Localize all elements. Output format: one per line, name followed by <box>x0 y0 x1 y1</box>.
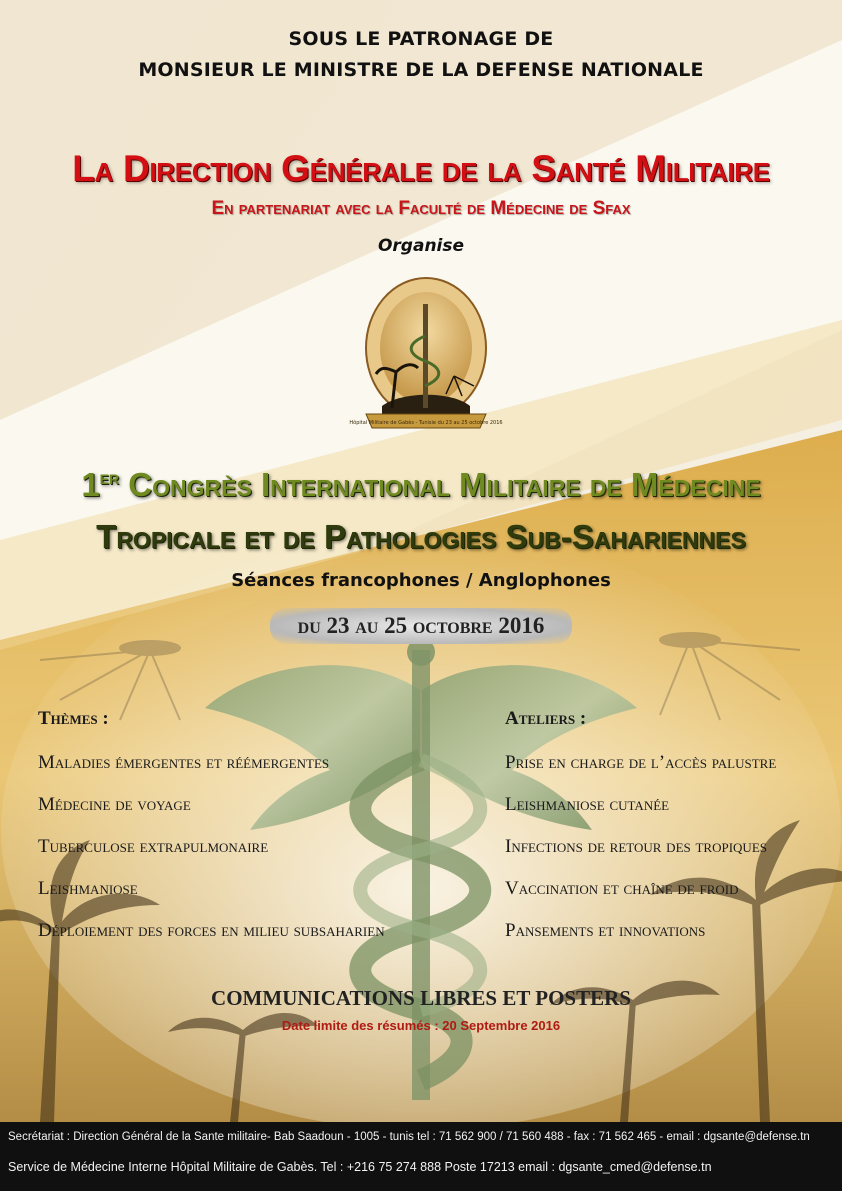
patronage-line-1: SOUS LE PATRONAGE DE <box>288 28 554 50</box>
theme-item: Déploiement des forces en milieu subsaharien <box>38 920 385 941</box>
theme-item: Leishmaniose <box>38 878 138 899</box>
service-contact: Service de Médecine Interne Hôpital Militaire de Gabès. Tel : +216 75 274 888 Poste 17213 email : dgsante_cmed@defense.tn <box>8 1160 712 1174</box>
themes-heading: Thèmes : <box>38 708 109 729</box>
ateliers-column <box>505 708 776 961</box>
congress-title-line-2: Tropicale et de Pathologies Sub-Sahariennes <box>96 518 746 555</box>
congress-emblem-logo <box>349 276 503 440</box>
themes-column <box>38 708 385 961</box>
atelier-item: Leishmaniose cutanée <box>505 794 670 815</box>
congress-ordinal-suffix: er <box>99 467 120 489</box>
event-dates: du 23 au 25 octobre 2016 <box>270 608 572 644</box>
theme-item: Médecine de voyage <box>38 794 191 815</box>
patronage-block <box>0 24 842 86</box>
patronage-line-2: MONSIEUR LE MINISTRE DE LA DEFENSE NATIONALE <box>138 59 704 81</box>
sessions-language: Séances francophones / Anglophones <box>231 570 611 591</box>
organizer-title: La Direction Générale de la Santé Militaire <box>72 148 770 189</box>
logo-banner-text: Hôpital Militaire de Gabès - Tunisie du 23 au 25 octobre 2016 <box>349 420 503 426</box>
ateliers-heading: Ateliers : <box>505 708 587 729</box>
contact-footer <box>0 1122 842 1191</box>
atelier-item: Pansements et innovations <box>505 920 706 941</box>
atelier-item: Infections de retour des tropiques <box>505 836 767 857</box>
congress-title-line-1 <box>0 452 842 511</box>
communications-title: COMMUNICATIONS LIBRES ET POSTERS <box>211 986 631 1010</box>
secretariat-contact: Secrétariat : Direction Général de la Sante militaire- Bab Saadoun - 1005 - tunis tel : 71 562 900 / 71 560 488 - fax : 71 562 465 - email : dgsante@defense.tn <box>8 1131 810 1143</box>
theme-item: Maladies émergentes et réémergentes <box>38 752 330 773</box>
theme-item: Tuberculose extrapulmonaire <box>38 836 269 857</box>
organise-label: Organise <box>377 236 465 256</box>
congress-title <box>0 452 842 563</box>
partner-line: En partenariat avec la Faculté de Médecine de Sfax <box>211 198 631 219</box>
atelier-item: Vaccination et chaîne de froid <box>505 878 739 899</box>
congress-ordinal: 1 <box>81 466 100 503</box>
atelier-item: Prise en charge de l’accès palustre <box>505 752 777 773</box>
abstract-deadline: Date limite des résumés : 20 Septembre 2016 <box>281 1018 561 1033</box>
congress-title-line-1-text: Congrès International Militaire de Médecine <box>119 466 761 503</box>
